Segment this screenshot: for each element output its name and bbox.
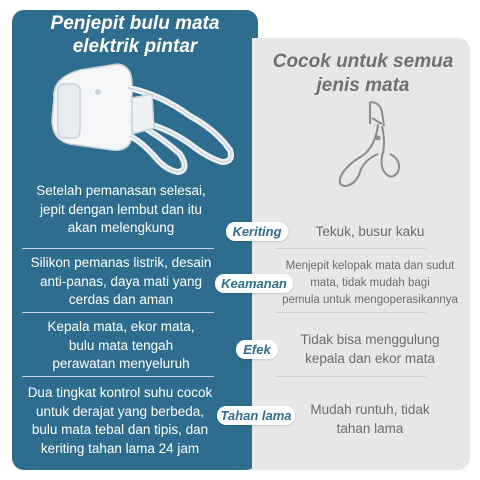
left-divider — [22, 248, 214, 249]
smart-feature-safety: Silikon pemanas listrik, desain anti-panas, daya mati yang cerdas dan aman — [30, 255, 212, 307]
smart-feature-durability: Dua tingkat kontrol suhu cocok untuk derajat yang berbeda, bulu mata tebal dan tipis, dan keriting tahan lama 24 jam — [27, 385, 213, 456]
right-divider — [276, 248, 426, 249]
regular-feature-effect: Tidak bisa menggulung kepala dan ekor mata — [300, 332, 440, 366]
regular-eyelash-curler-image — [318, 98, 408, 198]
smart-feature-curl: Setelah pemanasan selesai, jepit dengan lembut dan itu akan melengkung — [36, 183, 206, 235]
regular-curler-title: Cocok untuk semua jenis mata — [272, 51, 454, 96]
left-divider — [22, 376, 214, 377]
label-tahan-lama: Tahan lama — [217, 406, 295, 425]
label-keamanan: Keamanan — [215, 274, 293, 293]
electric-eyelash-curler-image — [40, 58, 240, 178]
regular-feature-safety: Menjepit kelopak mata dan sudut mata, tidak mudah bagi pemula untuk mengoperasikannya — [282, 260, 458, 306]
smart-feature-effect: Kepala mata, ekor mata, bulu mata tengah perawatan menyeluruh — [47, 319, 195, 371]
smart-curler-title: Penjepit bulu mata elektrik pintar — [50, 13, 220, 57]
regular-feature-durability: Mudah runtuh, tidak tahan lama — [310, 402, 430, 436]
right-divider — [276, 312, 426, 313]
label-keriting: Keriting — [226, 222, 288, 241]
right-divider — [276, 376, 426, 377]
label-efek: Efek — [236, 340, 278, 359]
regular-feature-curl: Tekuk, busur kaku — [315, 224, 425, 239]
left-divider — [22, 312, 214, 313]
